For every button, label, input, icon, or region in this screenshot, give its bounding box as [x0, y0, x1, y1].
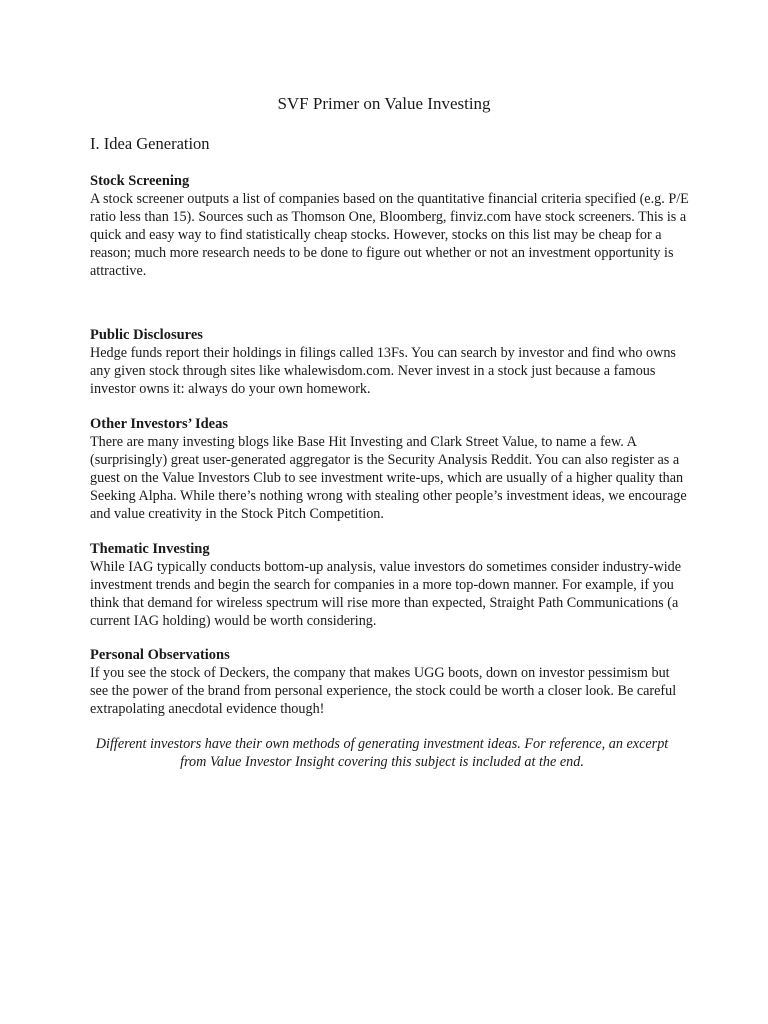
closing-note: Different investors have their own methods of generating investment ideas. For reference, an excerpt from Value Investor Insight covering this subject is included at the end.: [95, 736, 669, 770]
thematic-investing-body: While IAG typically conducts bottom-up analysis, value investors do sometimes consider industry-wide investment trends and begin the search for companies in a more top-down manner. For example, if you think that demand for wireless spectrum will rise more than expected, Straight Path Communications (a current IAG holding) would be worth considering.: [90, 559, 682, 629]
public-disclosures-body: Hedge funds report their holdings in filings called 13Fs. You can search by investor and find who owns any given stock through sites like whalewisdom.com. Never invest in a stock just because a famous investor owns it: always do your own homework.: [90, 345, 676, 397]
section-heading: I. Idea Generation: [90, 134, 210, 153]
stock-screening-section: [90, 172, 690, 280]
thematic-investing-heading: Thematic Investing: [90, 541, 210, 557]
public-disclosures-section: [90, 326, 690, 398]
personal-observations-heading: Personal Observations: [90, 647, 230, 663]
other-investors-ideas-body: There are many investing blogs like Base Hit Investing and Clark Street Value, to name a few. A (surprisingly) great user-generated aggregator is the Security Analysis Reddit. You can also register as a guest on the Value Investors Club to see investment write-ups, which are usually of a higher quality than Seeking Alpha. While there’s nothing wrong with stealing other people’s investment ideas, we encourage and value creativity in the Stock Pitch Competition.: [90, 434, 687, 522]
personal-observations-body: If you see the stock of Deckers, the company that makes UGG boots, down on investor pessimism but see the power of the brand from personal experience, the stock could be worth a closer look. Be careful extrapolating anecdotal evidence though!: [90, 665, 677, 717]
other-investors-ideas-heading: Other Investors’ Ideas: [90, 416, 229, 432]
stock-screening-body: A stock screener outputs a list of companies based on the quantitative financial criteria specified (e.g. P/E ratio less than 15). Sources such as Thomson One, Bloomberg, finviz.com have stock screeners. This is a quick and easy way to find statistically cheap stocks. However, stocks on this list may be cheap for a reason; much more research needs to be done to figure out whether or not an investment opportunity is attractive.: [90, 191, 689, 279]
personal-observations-section: [90, 646, 690, 718]
public-disclosures-heading: Public Disclosures: [90, 327, 203, 343]
stock-screening-heading: Stock Screening: [90, 173, 190, 189]
other-investors-ideas-section: [90, 415, 690, 523]
thematic-investing-section: [90, 540, 690, 630]
document-title: SVF Primer on Value Investing: [277, 94, 491, 113]
